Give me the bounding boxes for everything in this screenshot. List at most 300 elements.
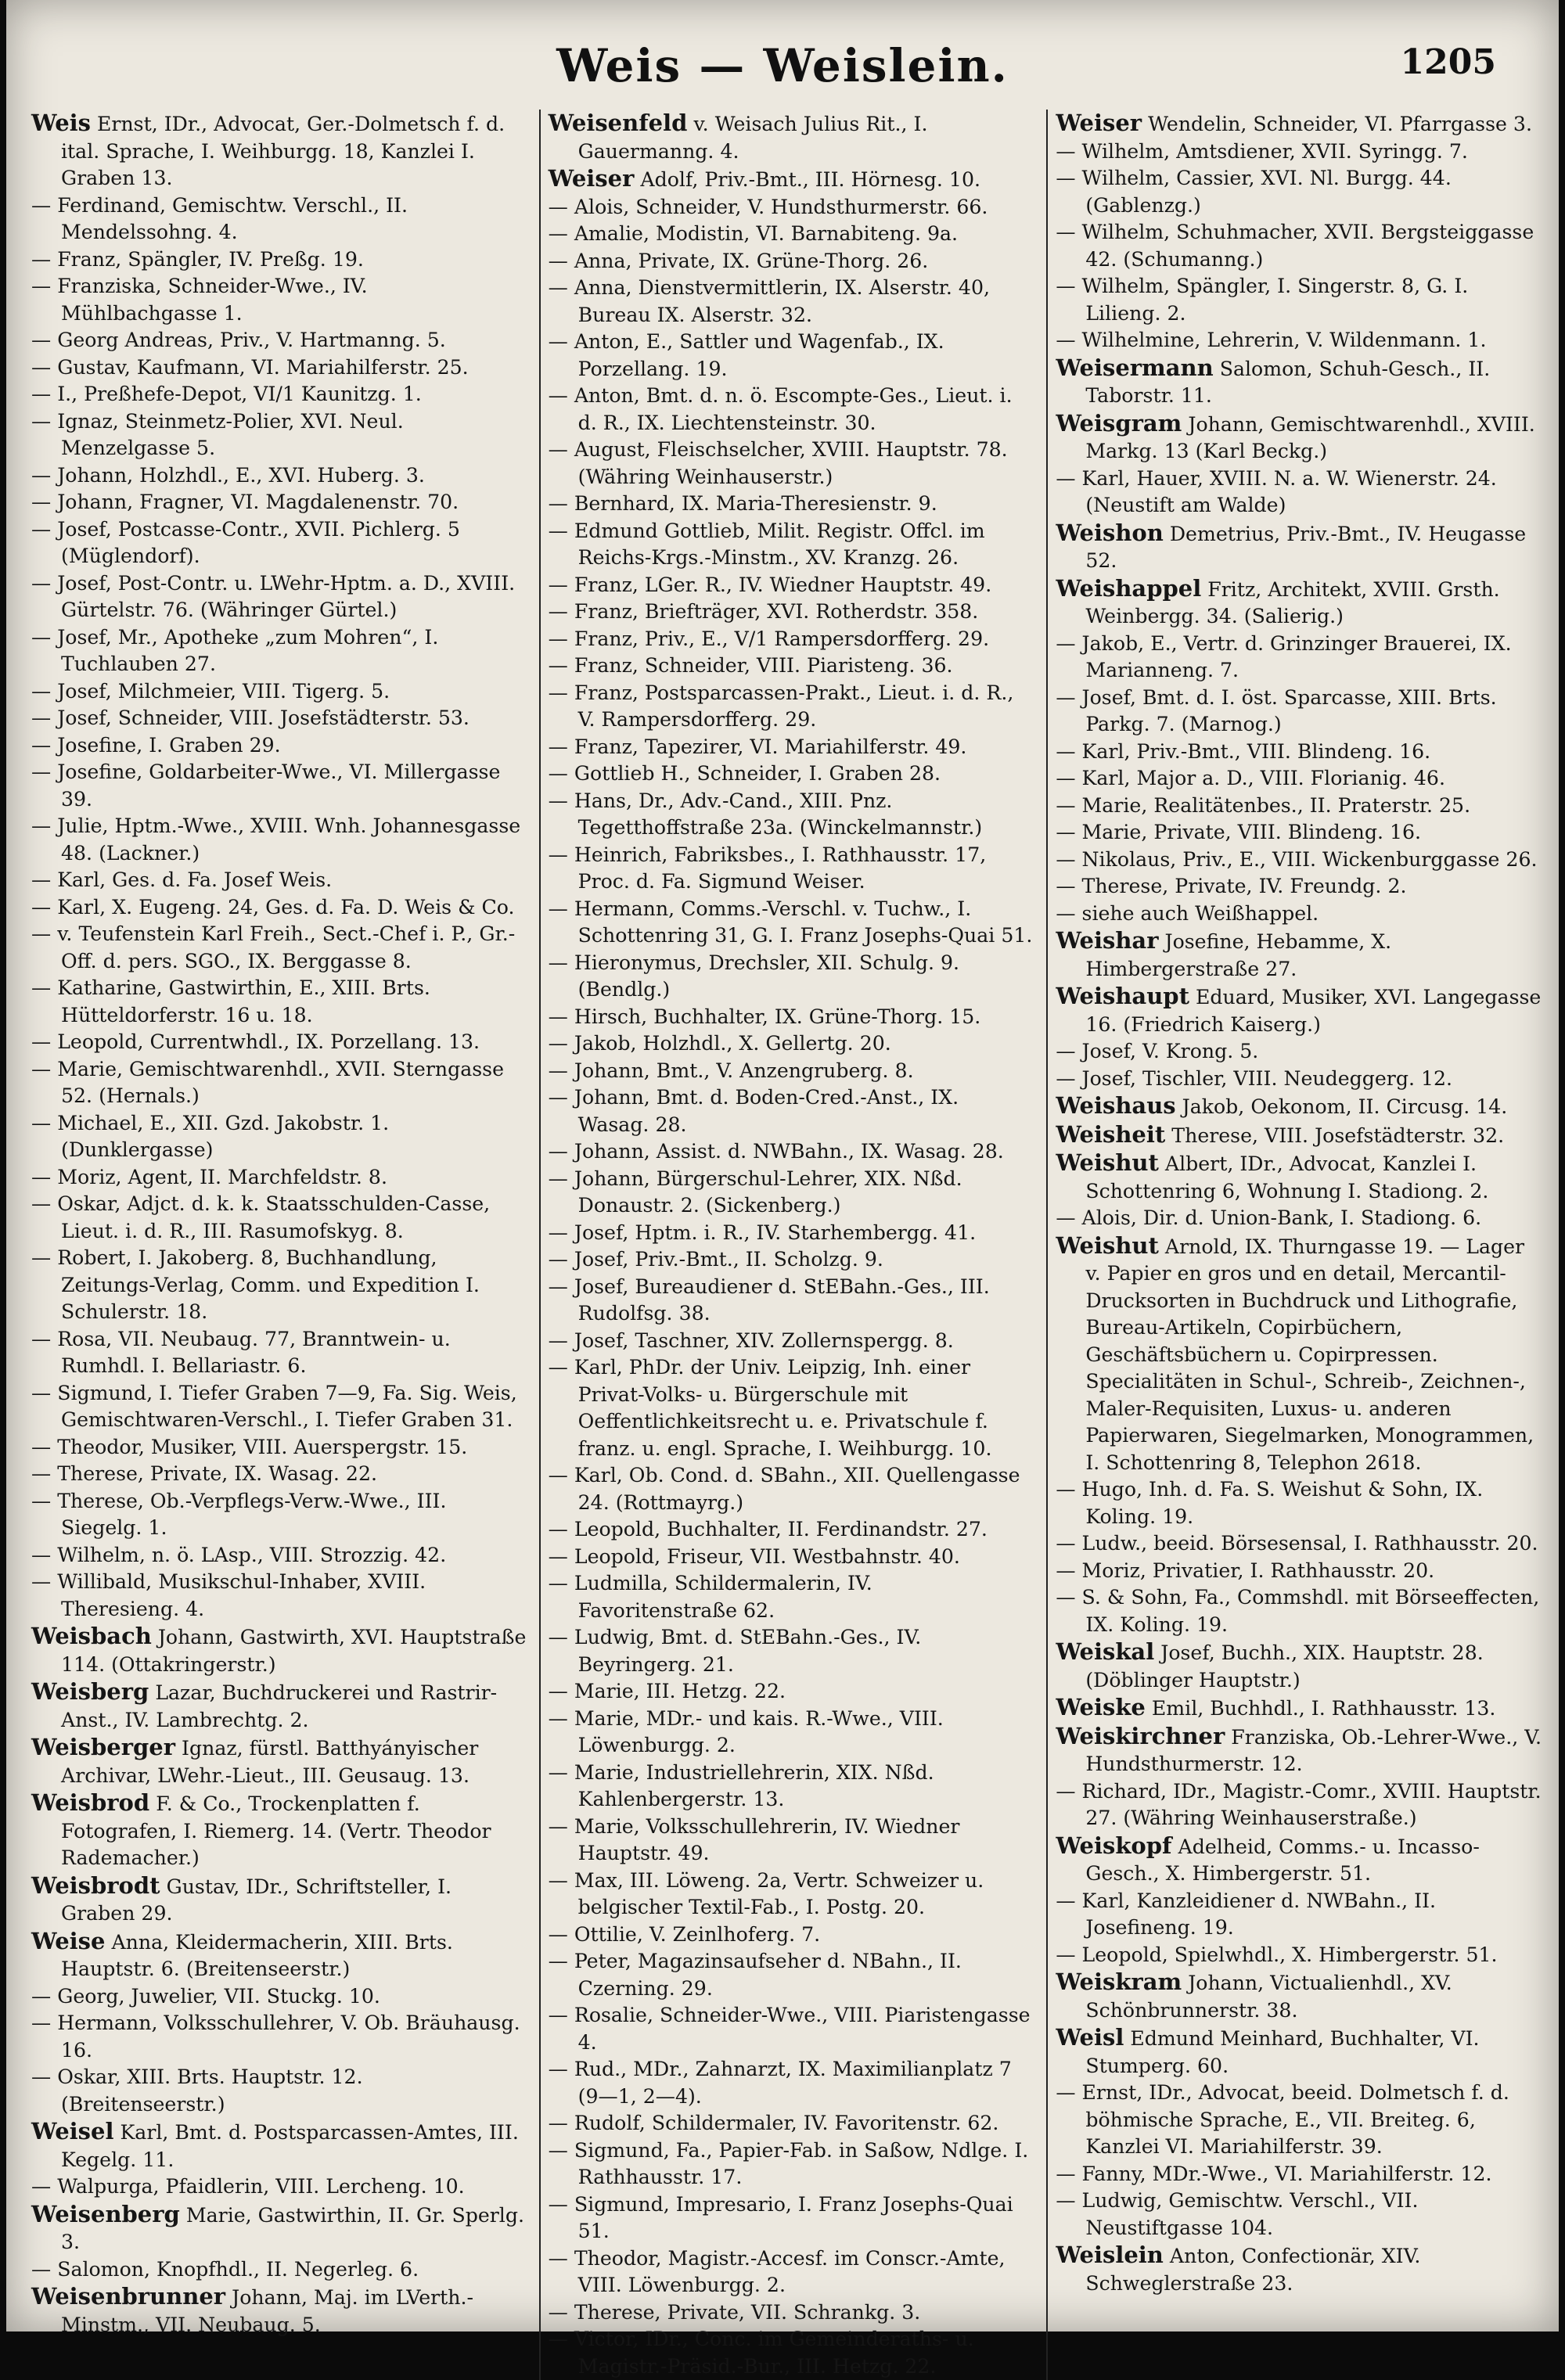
directory-entry [549,329,1036,383]
entry-text: — Peter, Magazinsaufseher d. NBahn., II. Czerning. 29. [548,1950,962,2000]
entry-text: — Karl, Kanzleidiener d. NWBahn., II. Josefineng. 19. [1056,1889,1437,1939]
directory-entry [549,1922,1036,1949]
directory-entry [31,381,528,408]
directory-entry [31,705,528,732]
directory-entry [549,1084,1036,1138]
directory-entry [31,462,528,490]
directory-entry [1056,2080,1543,2161]
directory-entry [1056,1232,1543,1477]
entry-text: — Franz, Postsparcassen-Prakt., Lieut. i. d. R., V. Rampersdorfferg. 29. [548,681,1014,731]
entry-text: — Moriz, Agent, II. Marchfeldstr. 8. [31,1165,387,1188]
entry-text: Lazar, Buchdruckerei und Rastrir-Anst., IV. Lambrechtg. 2. [61,1681,498,1731]
entry-surname: Weiser [1056,110,1142,136]
entry-text: v. Weisach Julius Rit., I. Gauermanng. 4. [577,113,928,163]
directory-entry [549,194,1036,221]
entry-text: — Johann, Bmt. d. Boden-Cred.-Anst., IX. Wasag. 28. [548,1086,959,1136]
directory-entry [549,2326,1036,2380]
entry-text: — Katharine, Gastwirthin, E., XIII. Brts. Hütteldorferstr. 16 u. 18. [31,976,430,1026]
directory-entry [31,2010,528,2064]
entry-surname: Weisenfeld [548,110,688,136]
entry-text: — Rud., MDr., Zahnarzt, IX. Maximilianplatz 7 (9—1, 2—4). [548,2058,1012,2108]
entry-text: — Ludwig, Bmt. d. StEBahn.-Ges., IV. Beyringerg. 21. [548,1626,922,1676]
directory-entry [549,734,1036,761]
entry-surname: Weislein [1056,2242,1164,2268]
entry-text: — Ernst, IDr., Advocat, beeid. Dolmetsch f. d. böhmische Sprache, E., VII. Breiteg. 6, Kanzlei VI. Mariahilferstr. 39. [1056,2081,1509,2158]
directory-entry [31,1326,528,1380]
entry-text: — Josef, Bureaudiener d. StEBahn.-Ges., III. Rudolfsg. 38. [548,1274,990,1325]
entry-text: — Josef, Priv.-Bmt., II. Scholzg. 9. [548,1248,883,1271]
directory-entry [1056,466,1543,520]
directory-entry [31,570,528,624]
directory-entry [1056,793,1543,820]
directory-entry [549,221,1036,248]
entry-text: — Johann, Fragner, VI. Magdalenenstr. 70. [31,491,459,513]
entry-text: — Hugo, Inh. d. Fa. S. Weishut & Sohn, IX. Koling. 19. [1056,1478,1484,1528]
directory-entry [31,327,528,354]
entry-text: Arnold, IX. Thurngasse 19. — Lager v. Papier en gros und en detail, Mercantil-Drucksorten in Buchdruck und Lithografie, Bureau-Artikeln, Copirbüchern, Geschäftsbüchern u. Copirpressen. Specialitäten in Schul-, Schreib-, Zeichnen-, Maler-Requisiten, Luxus- u. anderen Papierwaren, Siegelmarken, Monogrammen, I. Schottenring 8, Telephon 2618. [1085,1235,1534,1474]
entry-text: — Ignaz, Steinmetz-Polier, XVI. Neul. Menzelgasse 5. [31,409,404,459]
entry-text: — Ferdinand, Gemischtw. Verschl., II. Mendelssohng. 4. [31,193,408,243]
directory-entry [1056,1694,1543,1723]
entry-text: Adolf, Priv.-Bmt., III. Hörnesg. 10. [640,168,980,191]
entry-surname: Weis [31,110,91,136]
entry-text: — Gustav, Kaufmann, VI. Mariahilferstr. 25. [31,355,469,379]
entry-text: — Julie, Hptm.-Wwe., XVIII. Wnh. Johannesgasse 48. (Lackner.) [31,814,521,865]
entry-text: — Leopold, Currentwhdl., IX. Porzellang. 13. [31,1030,480,1053]
directory-entry [31,1245,528,1326]
entry-text: — Karl, Hauer, XVIII. N. a. W. Wienerstr. 24. (Neustift am Walde) [1056,466,1497,516]
directory-entry [549,2245,1036,2299]
entry-text: — Karl, Priv.-Bmt., VIII. Blindeng. 16. [1056,739,1431,763]
entry-surname: Weiser [548,165,635,192]
directory-entry [549,1058,1036,1085]
directory-entry [549,1462,1036,1516]
entry-text: — Marie, Industriellehrerin, XIX. Nßd. Kahlenbergerstr. 13. [548,1760,934,1810]
entry-text: — Richard, IDr., Magistr.-Comr., XVIII. Hauptstr. 27. (Währing Weinhauserstraße.) [1056,1779,1542,1829]
entry-text: — Marie, MDr.- und kais. R.-Wwe., VIII. Löwenburgg. 2. [548,1706,944,1756]
entry-text: — Edmund Gottlieb, Milit. Registr. Offcl. im Reichs-Krgs.-Minstm., XV. Kranzg. 26. [548,519,985,569]
directory-entry [31,1678,528,1734]
entry-text: Jakob, Oekonom, II. Circusg. 14. [1182,1095,1508,1118]
directory-entry [31,1928,528,1983]
entry-text: — Anna, Private, IX. Grüne-Thorg. 26. [548,249,929,272]
entry-text: — v. Teufenstein Karl Freih., Sect.-Chef i. P., Gr.-Off. d. pers. SGO., IX. Berggasse 8. [31,922,516,972]
directory-entry [1056,1205,1543,1232]
directory-entry [1056,327,1543,354]
entry-text: — Rosalie, Schneider-Wwe., VIII. Piaristengasse 4. [548,2004,1031,2054]
directory-entry [1056,983,1543,1038]
directory-entry [31,2118,528,2173]
entry-text: — Georg, Juwelier, VII. Stuckg. 10. [31,1984,380,2008]
entry-surname: Weishon [1056,519,1164,546]
directory-entry [31,1569,528,1623]
entry-surname: Weisl [1056,2024,1124,2051]
directory-entry [549,1246,1036,1274]
entry-surname: Weiskopf [1056,1832,1172,1859]
entry-text: — Marie, Realitätenbes., II. Praterstr. 25. [1056,793,1471,817]
entry-text: — Karl, PhDr. der Univ. Leipzig, Inh. einer Privat-Volks- u. Bürgerschule mit Oeffentlichkeitsrecht u. e. Privatschule f. franz. u. engl. Sprache, I. Weihburgg. 10. [548,1356,992,1460]
entry-surname: Weishappel [1056,574,1202,602]
entry-text: — Johann, Holzhdl., E., XVI. Huberg. 3. [31,463,425,487]
entry-text: — Victor, IDr., Conc. im Gemeinderaths- u. Magistr.-Präsid.-Bur., III. Hetzg. 22. [548,2328,974,2378]
entry-text: Ignaz, fürstl. Batthyányischer Archivar, LWehr.-Lieut., III. Geusaug. 13. [61,1737,479,1787]
entry-text: — Johann, Assist. d. NWBahn., IX. Wasag. 28. [548,1140,1004,1163]
entry-text: — Georg Andreas, Priv., V. Hartmanng. 5. [31,329,446,351]
entry-text: F. & Co., Trockenplatten f. Fotografen, I. Riemerg. 14. (Vertr. Theodor Rademacher.) [61,1792,491,1869]
entry-surname: Weishaupt [1056,983,1189,1009]
entry-text: Johann, Victualienhdl., XV. Schönbrunnerstr. 38. [1085,1972,1452,2022]
entry-text: — Bernhard, IX. Maria-Theresienstr. 9. [548,492,937,515]
directory-entry [31,1623,528,1678]
directory-entry [549,896,1036,950]
directory-entry [31,813,528,867]
entry-text: — Josef, Schneider, VIII. Josefstädterstr. 53. [31,706,470,729]
directory-entry [31,2283,528,2339]
entry-text: — Max, III. Löweng. 2a, Vertr. Schweizer u. belgischer Textil-Fab., I. Postg. 20. [548,1868,984,1918]
directory-entry [549,1354,1036,1462]
entry-text: — Josef, V. Krong. 5. [1056,1040,1259,1062]
entry-text: Therese, VIII. Josefstädterstr. 32. [1171,1123,1505,1147]
directory-entry [31,1434,528,1461]
directory-entry [549,2299,1036,2327]
page-number: 1205 [1400,42,1496,82]
entry-text: — Josef, Bmt. d. I. öst. Sparcasse, XIII. Brts. Parkg. 7. (Marnog.) [1056,685,1497,735]
entry-text: — Therese, Private, IX. Wasag. 22. [31,1462,377,1485]
directory-entry [31,975,528,1029]
directory-entry [1056,138,1543,166]
directory-entry [549,437,1036,491]
directory-entry [549,680,1036,734]
directory-entry [31,1461,528,1488]
entry-text: — Wilhelmine, Lehrerin, V. Wildenmann. 1. [1056,329,1487,351]
entry-text: — Josefine, I. Graben 29. [31,733,281,757]
directory-entry [31,1872,528,1928]
directory-entry [1056,1584,1543,1638]
entry-text: — Josef, Mr., Apotheke „zum Mohren“, I. Tuchlauben 27. [31,625,439,675]
directory-entry [31,1029,528,1056]
entry-text: — Wilhelm, n. ö. LAsp., VIII. Strozzig. 42. [31,1543,447,1566]
directory-entry [31,110,528,192]
entry-text: — Josef, Hptm. i. R., IV. Starhembergg. 41. [548,1221,977,1244]
entry-text: — Heinrich, Fabriksbes., I. Rathhausstr. 17, Proc. d. Fa. Sigmund Weiser. [548,843,987,893]
directory-entry [1056,1530,1543,1558]
directory-entry [549,165,1036,194]
entry-text: Salomon, Schuh-Gesch., II. Taborstr. 11. [1085,357,1491,407]
directory-entry [549,1138,1036,1166]
directory-entry [31,1488,528,1542]
entry-surname: Weisbrod [31,1789,150,1816]
directory-entry [549,1274,1036,1328]
entry-text: Josefine, Hebamme, X. Himbergerstraße 27. [1085,930,1392,980]
entry-surname: Weiskal [1056,1638,1155,1665]
entry-text: — Michael, E., XII. Gzd. Jakobstr. 1. (Dunklergasse) [31,1111,390,1161]
entry-text: Franziska, Ob.-Lehrer-Wwe., V. Hundsthurmerstr. 12. [1085,1725,1542,1775]
entry-text: — Robert, I. Jakoberg. 8, Buchhandlung, Zeitungs-Verlag, Comm. und Expedition I. Schulerstr. 18. [31,1246,480,1323]
entry-surname: Weisenbrunner [31,2283,226,2310]
directory-entry [1056,901,1543,928]
entry-text: — Nikolaus, Priv., E., VIII. Wickenburggasse 26. [1056,847,1538,871]
entry-text: — Alois, Schneider, V. Hundsthurmerstr. 66. [548,195,988,218]
entry-text: — Marie, Gemischtwarenhdl., XVII. Sterngasse 52. (Hernals.) [31,1057,504,1107]
directory-entry [31,354,528,382]
entry-text: — Wilhelm, Spängler, I. Singerstr. 8, G. I. Lilieng. 2. [1056,275,1469,325]
entry-text: — siehe auch Weißhappel. [1056,901,1319,925]
directory-entry [549,2056,1036,2110]
directory-entry [1056,1968,1543,2024]
directory-entry [549,1678,1036,1706]
column-1 [31,110,528,2380]
entry-text: — Theodor, Musiker, VIII. Auerspergstr. 15. [31,1435,468,1458]
entry-text: — Jakob, E., Vertr. d. Grinzinger Brauerei, IX. Marianneng. 7. [1056,631,1512,681]
directory-entry [549,1814,1036,1868]
directory-entry [549,626,1036,653]
entry-text: — Hermann, Volksschullehrer, V. Ob. Bräuhausg. 16. [31,2011,520,2062]
directory-entry [1056,1832,1543,1888]
directory-entry [549,2191,1036,2245]
directory-entry [1056,2242,1543,2297]
entry-text: — Leopold, Buchhalter, II. Ferdinandstr. 27. [548,1518,988,1541]
entry-text: Anna, Kleidermacherin, XIII. Brts. Hauptstr. 6. (Breitenseerstr.) [61,1930,453,1980]
entry-text: — Leopold, Friseur, VII. Westbahnstr. 40. [548,1544,960,1568]
entry-text: Demetrius, Priv.-Bmt., IV. Heugasse 52. [1085,522,1527,572]
directory-entry [31,273,528,327]
directory-entry [549,248,1036,275]
entry-text: — Theodor, Magistr.-Accesf. im Conscr.-Amte, VIII. Löwenburgg. 2. [548,2246,1006,2296]
entry-text: — Johann, Bmt., V. Anzengruberg. 8. [548,1059,914,1082]
entry-text: — Jakob, Holzhdl., X. Gellertg. 20. [548,1032,891,1055]
directory-entry [1056,165,1543,219]
directory-entry [31,192,528,246]
entry-text: — Walpurga, Pfaidlerin, VIII. Lercheng. 10. [31,2175,465,2198]
page-title: Weis — Weislein. [556,39,1009,92]
entry-text: — Sigmund, Fa., Papier-Fab. in Saßow, Ndlge. I. Rathhausstr. 17. [548,2138,1029,2188]
entry-surname: Weisermann [1056,354,1214,381]
entry-text: — Oskar, XIII. Brts. Hauptstr. 12. (Breitenseerstr.) [31,2065,363,2116]
directory-entry [1056,685,1543,739]
entry-text: — Willibald, Musikschul-Inhaber, XVIII. Theresieng. 4. [31,1570,426,1620]
directory-entry [1056,1038,1543,1066]
directory-entry [31,2256,528,2284]
entry-text: — Oskar, Adjct. d. k. k. Staatsschulden-Casse, Lieut. i. d. R., III. Rasumofskyg. 8. [31,1192,491,1242]
directory-entry [31,1789,528,1872]
entry-text: — Rosa, VII. Neubaug. 77, Branntwein- u. Rumhdl. I. Bellariastr. 6. [31,1327,451,1377]
directory-entry [549,572,1036,599]
column-3 [1046,110,1543,2380]
directory-entry [1056,847,1543,874]
entry-surname: Weisberg [31,1678,149,1705]
entry-text: — Josefine, Goldarbeiter-Wwe., VI. Millergasse 39. [31,760,501,811]
directory-entry [31,246,528,274]
entry-text: — Anton, E., Sattler und Wagenfab., IX. Porzellang. 19. [548,330,944,380]
entry-surname: Weisbach [31,1623,152,1649]
directory-entry [549,950,1036,1004]
entry-text: — Karl, Ob. Cond. d. SBahn., XII. Quellengasse 24. (Rottmayrg.) [548,1464,1020,1514]
entry-text: — Josef, Tischler, VIII. Neudeggerg. 12. [1056,1066,1453,1090]
entry-text: — Franziska, Schneider-Wwe., IV. Mühlbachgasse 1. [31,275,368,325]
entry-text: — Josef, Taschner, XIV. Zollernspergg. 8. [548,1328,954,1352]
directory-entry [549,110,1036,165]
entry-text: — Gottlieb H., Schneider, I. Graben 28. [548,762,941,785]
entry-text: — Karl, Ges. d. Fa. Josef Weis. [31,868,333,891]
directory-entry [1056,873,1543,901]
directory-entry [31,1380,528,1434]
entry-text: Marie, Gastwirthin, II. Gr. Sperlg. 3. [61,2203,524,2253]
entry-text: — Salomon, Knopfhdl., II. Negerleg. 6. [31,2257,419,2281]
directory-entry [31,1164,528,1192]
directory-entry [549,1004,1036,1031]
entry-text: Emil, Buchhdl., I. Rathhausstr. 13. [1151,1697,1496,1720]
entry-text: — Johann, Bürgerschul-Lehrer, XIX. Nßd. Donaustr. 2. (Sickenberg.) [548,1167,962,1217]
entry-surname: Weiskram [1056,1968,1182,1995]
directory-entry [549,1570,1036,1624]
directory-entry [31,759,528,813]
directory-entry [549,1220,1036,1247]
directory-entry [1056,354,1543,410]
directory-entry [31,1734,528,1789]
directory-entry [1056,1558,1543,1585]
entry-text: — Rudolf, Schildermaler, IV. Favoritenstr. 62. [548,2112,999,2134]
entry-text: — Fanny, MDr.-Wwe., VI. Mariahilferstr. 12. [1056,2162,1492,2185]
entry-text: — Franz, Spängler, IV. Preßg. 19. [31,247,364,271]
entry-surname: Weisheit [1056,1120,1166,1148]
directory-entry [1056,1149,1543,1205]
directory-entry [549,788,1036,842]
page-header [53,31,1512,110]
directory-entry [1056,819,1543,847]
entry-text: — Hieronymus, Drechsler, XII. Schulg. 9. (Bendlg.) [548,951,959,1001]
entry-text: — Ottilie, V. Zeinlhoferg. 7. [548,1922,821,1946]
entry-text: — Ludw., beeid. Börsesensal, I. Rathhausstr. 20. [1056,1532,1538,1555]
entry-text: — Franz, Priv., E., V/1 Rampersdorfferg. 29. [548,627,990,650]
directory-entry [31,867,528,894]
entry-text: — Therese, Ob.-Verpflegs-Verw.-Wwe., III. Siegelg. 1. [31,1489,447,1539]
entry-text: Anton, Confectionär, XIV. Schweglerstraße 23. [1085,2245,1421,2295]
directory-page [6,0,1559,2378]
directory-entry [1056,520,1543,575]
directory-entry [549,1948,1036,2002]
directory-entry [31,624,528,678]
directory-entry [549,2137,1036,2191]
entry-text: — Franz, Schneider, VIII. Piaristeng. 36. [548,654,953,677]
entry-text: — Marie, Volksschullehrerin, IV. Wiedner Hauptstr. 49. [548,1814,960,1864]
entry-text: Adelheid, Comms.- u. Incasso-Gesch., X. Himbergerstr. 51. [1085,1835,1480,1885]
directory-entry [1056,1942,1543,1969]
entry-text: — Franz, Briefträger, XVI. Rotherdstr. 358. [548,600,979,623]
entry-text: Edmund Meinhard, Buchhalter, VI. Stumperg. 60. [1085,2027,1480,2077]
directory-entry [31,1191,528,1245]
directory-entry [31,894,528,922]
directory-entry [1056,765,1543,793]
directory-entry [549,1516,1036,1544]
entry-text: — Moriz, Privatier, I. Rathhausstr. 20. [1056,1559,1435,1582]
entry-surname: Weisgram [1056,409,1182,437]
entry-surname: Weishut [1056,1149,1159,1176]
entry-text: — Anton, Bmt. d. n. ö. Escompte-Ges., Lieut. i. d. R., IX. Liechtensteinstr. 30. [548,384,1013,434]
directory-entry [549,1760,1036,1814]
directory-entry [1056,273,1543,327]
directory-entry [1056,631,1543,685]
entry-text: — Leopold, Spielwhdl., X. Himbergerstr. 51. [1056,1943,1498,1966]
entry-surname: Weisenberg [31,2200,180,2227]
directory-entry [549,1706,1036,1760]
directory-entry [549,1544,1036,1571]
directory-entry [549,1624,1036,1678]
directory-entry [549,842,1036,896]
entry-text: — Marie, Private, VIII. Blindeng. 16. [1056,821,1422,843]
entry-text: — Josef, Postcasse-Contr., XVII. Pichlerg. 5 (Müglendorf). [31,517,460,567]
directory-entry [549,1868,1036,1922]
directory-entry [31,516,528,570]
directory-entry [549,518,1036,572]
directory-entry [1056,410,1543,466]
directory-entry [549,760,1036,788]
directory-entry [31,1542,528,1569]
entry-text: Gustav, IDr., Schriftsteller, I. Graben 29. [61,1875,452,1925]
entry-surname: Weiskirchner [1056,1722,1225,1749]
directory-entry [549,2002,1036,2056]
entry-text: — August, Fleischselcher, XVIII. Hauptstr. 78. (Währing Weinhauserstr.) [548,438,1008,488]
entry-text: — Karl, Major a. D., VIII. Florianig. 46. [1056,767,1445,789]
entry-text: — Franz, Tapezirer, VI. Mariahilferstr. 49. [548,735,967,758]
entry-text: — Karl, X. Eugeng. 24, Ges. d. Fa. D. Weis & Co. [31,895,515,919]
directory-entry [549,275,1036,329]
entry-surname: Weise [31,1927,106,1954]
entry-surname: Weisberger [31,1734,176,1760]
entry-surname: Weisel [31,2118,114,2145]
entry-text: Johann, Maj. im LVerth.-Minstm., VII. Neubaug. 5. [61,2286,474,2336]
directory-entry [1056,219,1543,273]
entry-text: Wendelin, Schneider, VI. Pfarrgasse 3. [1148,113,1532,135]
directory-entry [31,2201,528,2256]
directory-entry [1056,2161,1543,2188]
directory-entry [31,1110,528,1164]
entry-surname: Weishaus [1056,1092,1176,1119]
entry-surname: Weishar [1056,927,1159,954]
entry-text: — Alois, Dir. d. Union-Bank, I. Stadiong. 6. [1056,1206,1482,1229]
directory-entry [549,599,1036,626]
directory-entry [1056,1888,1543,1942]
entry-text: Josef, Buchh., XIX. Hauptstr. 28. (Döblinger Hauptstr.) [1085,1641,1484,1692]
entry-surname: Weisbrodt [31,1871,160,1899]
entry-text: Johann, Gemischtwarenhdl., XVIII. Markg. 13 (Karl Beckg.) [1085,412,1535,462]
directory-entry [1056,1638,1543,1694]
directory-columns [31,110,1543,2378]
entry-text: — Josef, Milchmeier, VIII. Tigerg. 5. [31,679,390,703]
entry-surname: Weishut [1056,1231,1159,1259]
column-2 [539,110,1036,2380]
directory-entry [1056,2024,1543,2080]
directory-entry [1056,1066,1543,1093]
directory-entry [549,383,1036,437]
entry-text: — Wilhelm, Schuhmacher, XVII. Bergsteiggasse 42. (Schumanng.) [1056,221,1534,271]
directory-entry [31,1056,528,1110]
directory-entry [1056,1476,1543,1530]
entry-text: — Sigmund, Impresario, I. Franz Josephs-Quai 51. [548,2192,1013,2242]
directory-entry [1056,2188,1543,2242]
directory-entry [31,1983,528,2011]
directory-entry [31,408,528,462]
directory-entry [1056,1723,1543,1778]
directory-entry [549,491,1036,518]
entry-text: — Marie, III. Hetzg. 22. [548,1680,786,1702]
directory-entry [549,2110,1036,2137]
entry-text: — Hirsch, Buchhalter, IX. Grüne-Thorg. 15. [548,1005,981,1028]
entry-text: — Therese, Private, VII. Schrankg. 3. [548,2300,921,2324]
entry-text: Karl, Bmt. d. Postsparcassen-Amtes, III. Kegelg. 11. [61,2121,519,2171]
directory-entry [1056,1121,1543,1150]
entry-text: — Franz, LGer. R., IV. Wiedner Hauptstr. 49. [548,573,992,596]
directory-entry [31,2173,528,2201]
